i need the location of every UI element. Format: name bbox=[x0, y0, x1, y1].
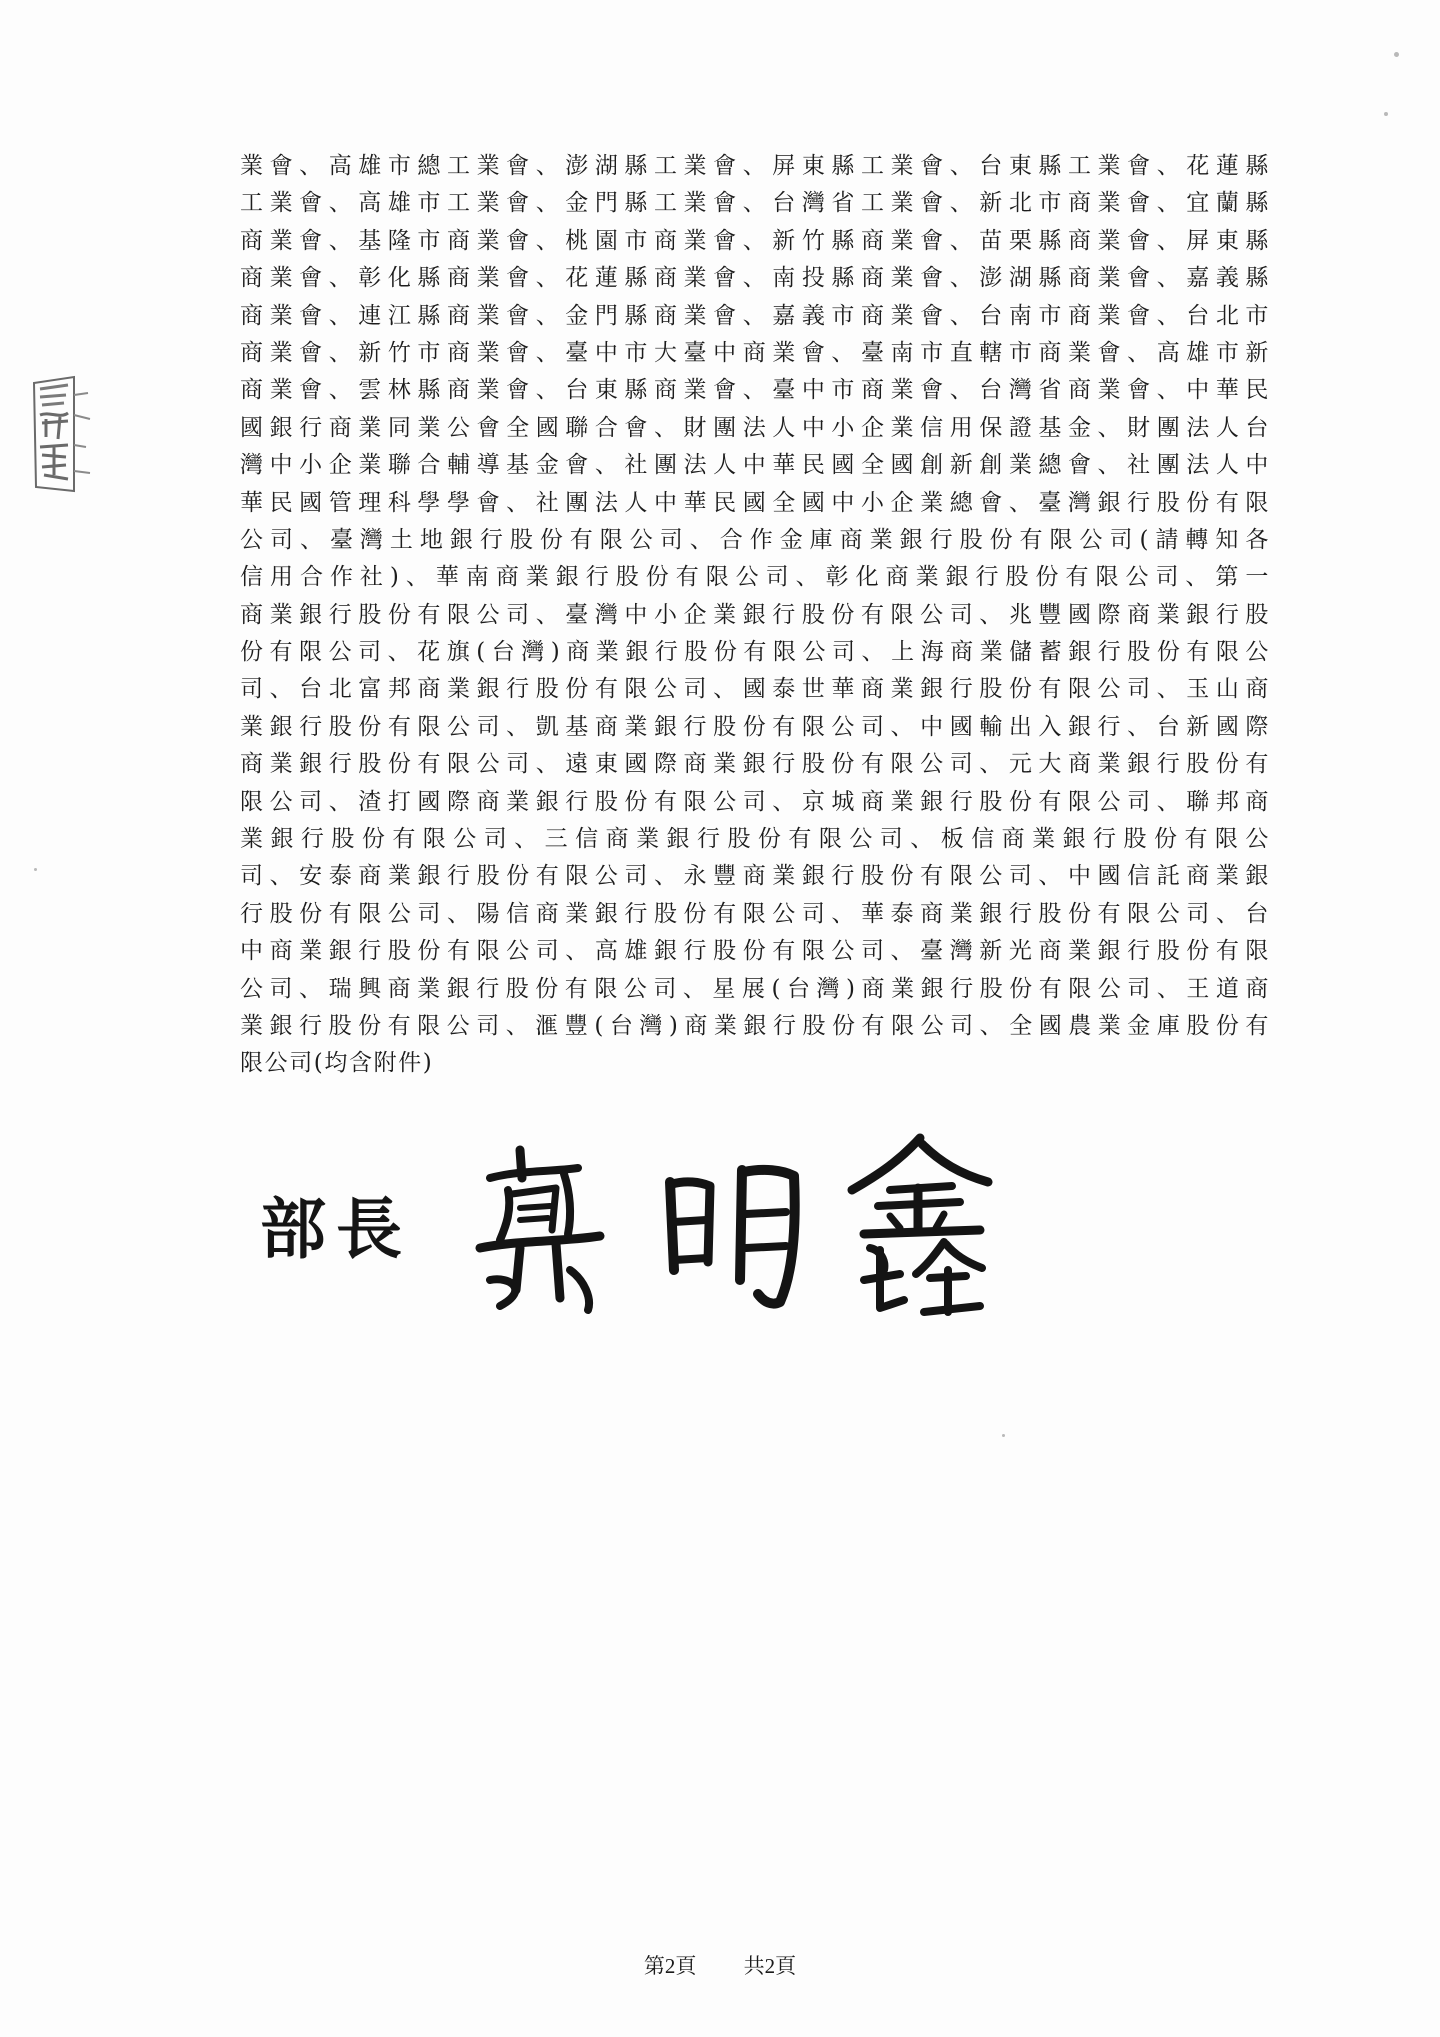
recipient-line: 業銀行股份有限公司、三信商業銀行股份有限公司、板信商業銀行股份有限公 bbox=[240, 826, 1270, 853]
recipient-line: 商業會、連江縣商業會、金門縣商業會、嘉義市商業會、台南市商業會、台北市 bbox=[240, 302, 1270, 329]
recipient-line: 工業會、高雄市工業會、金門縣工業會、台灣省工業會、新北市商業會、宜蘭縣 bbox=[240, 190, 1270, 217]
recipient-line: 司、安泰商業銀行股份有限公司、永豐商業銀行股份有限公司、中國信託商業銀 bbox=[240, 863, 1270, 890]
scan-speck bbox=[1394, 52, 1399, 57]
recipient-line: 業銀行股份有限公司、滙豐(台灣)商業銀行股份有限公司、全國農業金庫股份有 bbox=[240, 1012, 1270, 1039]
recipient-line: 商業銀行股份有限公司、臺灣中小企業銀行股份有限公司、兆豐國際商業銀行股 bbox=[240, 601, 1270, 628]
scan-speck bbox=[1384, 112, 1388, 116]
recipient-line: 限公司、渣打國際商業銀行股份有限公司、京城商業銀行股份有限公司、聯邦商 bbox=[240, 788, 1270, 815]
recipient-line: 商業會、基隆市商業會、桃園市商業會、新竹縣商業會、苗栗縣商業會、屏東縣 bbox=[240, 227, 1270, 254]
page-footer bbox=[0, 1950, 1440, 1980]
recipient-line: 灣中小企業聯合輔導基金會、社團法人中華民國全國創新創業總會、社團法人中 bbox=[240, 452, 1270, 479]
recipient-line: 行股份有限公司、陽信商業銀行股份有限公司、華泰商業銀行股份有限公司、台 bbox=[240, 900, 1270, 927]
seal-stamp-graphic bbox=[30, 375, 92, 493]
recipient-line: 商業銀行股份有限公司、遠東國際商業銀行股份有限公司、元大商業銀行股份有 bbox=[240, 751, 1270, 778]
seam-seal-stamp bbox=[30, 375, 92, 493]
recipient-line: 限公司(均含附件) bbox=[240, 1050, 434, 1077]
signature-title: 部長 bbox=[260, 1190, 412, 1268]
recipient-line: 國銀行商業同業公會全國聯合會、財團法人中小企業信用保證基金、財團法人台 bbox=[240, 414, 1270, 441]
scan-speck bbox=[34, 868, 37, 871]
recipient-line: 份有限公司、花旗(台灣)商業銀行股份有限公司、上海商業儲蓄銀行股份有限公 bbox=[240, 639, 1270, 666]
recipient-line: 中商業銀行股份有限公司、高雄銀行股份有限公司、臺灣新光商業銀行股份有限 bbox=[240, 938, 1270, 965]
scan-speck bbox=[1002, 1434, 1005, 1437]
page-number-total: 共2頁 bbox=[743, 1954, 797, 1978]
recipient-line: 司、台北富邦商業銀行股份有限公司、國泰世華商業銀行股份有限公司、玉山商 bbox=[240, 676, 1270, 703]
recipient-line: 信用合作社)、華南商業銀行股份有限公司、彰化商業銀行股份有限公司、第一 bbox=[240, 564, 1270, 591]
recipient-line: 商業會、新竹市商業會、臺中市大臺中商業會、臺南市直轄市商業會、高雄市新 bbox=[240, 339, 1270, 366]
minister-signature bbox=[260, 1130, 1020, 1320]
recipient-line: 業銀行股份有限公司、凱基商業銀行股份有限公司、中國輸出入銀行、台新國際 bbox=[240, 713, 1270, 740]
recipient-line: 公司、瑞興商業銀行股份有限公司、星展(台灣)商業銀行股份有限公司、王道商 bbox=[240, 975, 1270, 1002]
signature-name-calligraphy bbox=[460, 1130, 1020, 1320]
recipient-line: 商業會、雲林縣商業會、台東縣商業會、臺中市商業會、台灣省商業會、中華民 bbox=[240, 377, 1270, 404]
recipient-line: 公司、臺灣土地銀行股份有限公司、合作金庫商業銀行股份有限公司(請轉知各 bbox=[240, 526, 1270, 553]
page-number-current: 第2頁 bbox=[643, 1954, 697, 1978]
recipient-list bbox=[240, 148, 1270, 1083]
recipient-line: 業會、高雄市總工業會、澎湖縣工業會、屏東縣工業會、台東縣工業會、花蓮縣 bbox=[240, 153, 1270, 179]
recipient-line: 華民國管理科學學會、社團法人中華民國全國中小企業總會、臺灣銀行股份有限 bbox=[240, 489, 1270, 516]
recipient-line: 商業會、彰化縣商業會、花蓮縣商業會、南投縣商業會、澎湖縣商業會、嘉義縣 bbox=[240, 265, 1270, 292]
